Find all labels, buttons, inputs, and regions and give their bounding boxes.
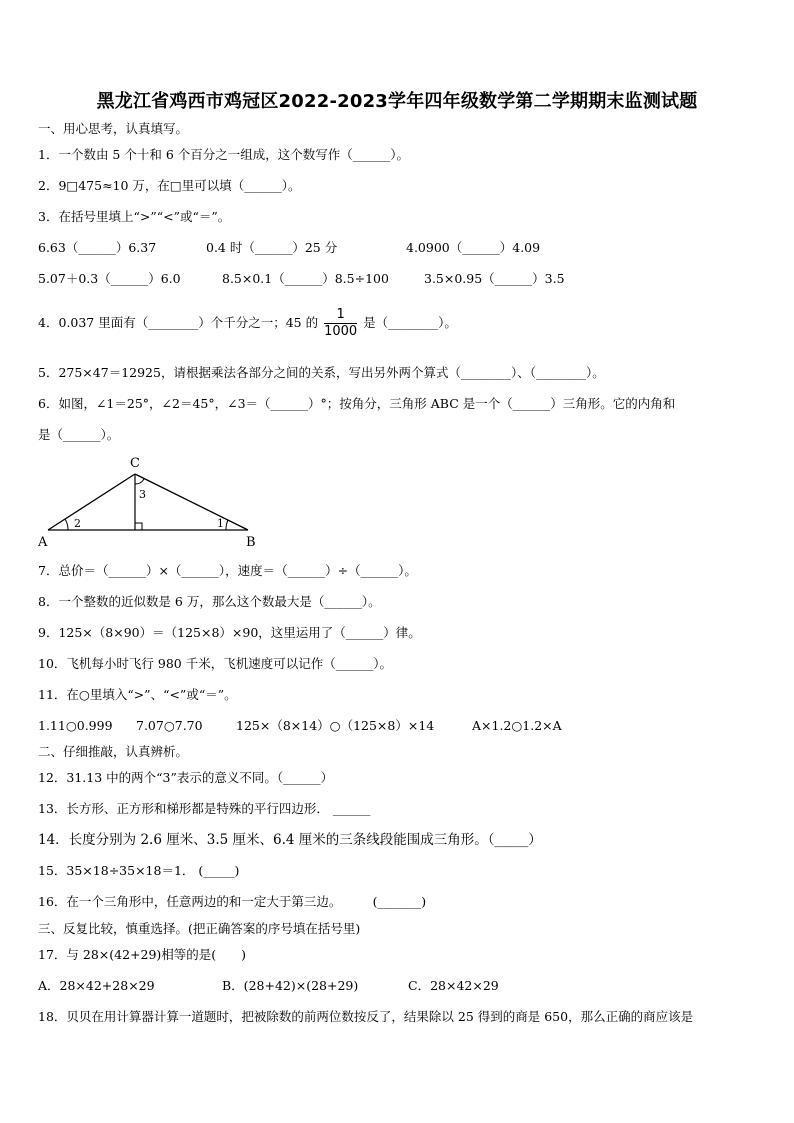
question-4 <box>38 303 457 343</box>
question-5: 5．275×47＝12925，请根据乘法各部分之间的关系，写出另外两个算式（________）、（________）。 <box>38 365 605 380</box>
triangle-diagram <box>38 452 268 548</box>
q4-text-before: 4．0.037 里面有（________）个千分之一；45 的 <box>38 315 319 330</box>
vertex-a-label: A <box>38 535 48 548</box>
q3-item: 0.4 时（______）25 分 <box>206 240 338 255</box>
angle-3-arc <box>135 479 144 484</box>
q3-item: 5.07＋0.3（______）6.0 <box>38 271 181 286</box>
fraction-denominator: 1000 <box>324 324 358 339</box>
q3-item: 3.5×0.95（______）3.5 <box>424 271 565 286</box>
question-9: 9．125×（8×90）＝（125×8）×90，这里运用了（______）律。 <box>38 625 421 640</box>
angle-2-label: 2 <box>74 517 81 530</box>
angle-3-label: 3 <box>139 488 146 501</box>
page-title: 黑龙江省鸡西市鸡冠区2022-2023学年四年级数学第二学期期末监测试题 <box>96 91 698 112</box>
question-2: 2．9□475≈10 万，在□里可以填（______）。 <box>38 178 301 193</box>
vertex-b-label: B <box>246 535 256 548</box>
section-2-heading: 二、仔细推敲，认真辨析。 <box>38 744 189 759</box>
question-14: 14．长度分别为 2.6 厘米、3.5 厘米、6.4 厘米的三条线段能围成三角形。（_____） <box>38 832 542 848</box>
section-3-heading: 三、反复比较，慎重选择。(把正确答案的序号填在括号里) <box>38 921 361 936</box>
vertex-c-label: C <box>130 456 140 471</box>
q3-item: 8.5×0.1（______）8.5÷100 <box>222 271 389 286</box>
question-1: 1．一个数由 5 个十和 6 个百分之一组成，这个数写作（______）。 <box>38 147 410 162</box>
question-12: 12．31.13 中的两个“3”表示的意义不同。（______） <box>38 770 334 785</box>
q11-item: 125×（8×14）○（125×8）×14 <box>236 718 435 733</box>
question-6-line-1: 6．如图，∠1＝25°，∠2＝45°，∠3＝（______）°；按角分，三角形 ABC 是一个（______）三角形。它的内角和 <box>38 396 676 411</box>
question-11: 11．在○里填入“>”、“<”或“＝”。 <box>38 687 237 702</box>
q17-option-c: C．28×42×29 <box>408 978 499 993</box>
question-13: 13．长方形、正方形和梯形都是特殊的平行四边形． ______ <box>38 801 371 816</box>
q17-option-a: A．28×42+28×29 <box>38 978 155 993</box>
question-7: 7．总价＝（______）×（______），速度＝（______）÷（______）。 <box>38 563 417 578</box>
q11-item: 1.11○0.999 <box>38 718 113 733</box>
question-10: 10．飞机每小时飞行 980 千米，飞机速度可以记作（______）。 <box>38 656 392 671</box>
question-17: 17．与 28×(42+29)相等的是( ) <box>38 947 247 962</box>
question-3: 3．在括号里填上“>”“<”或“＝”。 <box>38 209 231 224</box>
side-cb <box>135 474 248 530</box>
question-18: 18．贝贝在用计算器计算一道题时，把被除数的前两位数按反了，结果除以 25 得到的商是 650，那么正确的商应该是 <box>38 1009 694 1024</box>
question-6-line-2: 是（______）。 <box>38 427 120 442</box>
fraction <box>324 307 357 340</box>
fraction-numerator: 1 <box>324 307 357 324</box>
q11-item: A×1.2○1.2×A <box>472 718 562 733</box>
side-ac <box>48 474 135 530</box>
right-angle-mark <box>135 523 142 530</box>
q3-item: 4.0900（______）4.09 <box>406 240 541 255</box>
section-1-heading: 一、用心思考，认真填写。 <box>38 121 189 136</box>
angle-1-arc <box>65 519 68 530</box>
q3-item: 6.63（______）6.37 <box>38 240 157 255</box>
q11-item: 7.07○7.70 <box>136 718 203 733</box>
angle-2-arc <box>226 520 228 530</box>
q4-text-after: 是（________）。 <box>363 315 457 330</box>
question-8: 8．一个整数的近似数是 6 万，那么这个数最大是（______）。 <box>38 594 381 609</box>
question-15: 15．35×18÷35×18＝1． (_____) <box>38 863 240 878</box>
angle-1-label: 1 <box>217 517 224 530</box>
question-16: 16．在一个三角形中，任意两边的和一定大于第三边。 (_______) <box>38 894 427 909</box>
q17-option-b: B．(28+42)×(28+29) <box>222 978 359 993</box>
